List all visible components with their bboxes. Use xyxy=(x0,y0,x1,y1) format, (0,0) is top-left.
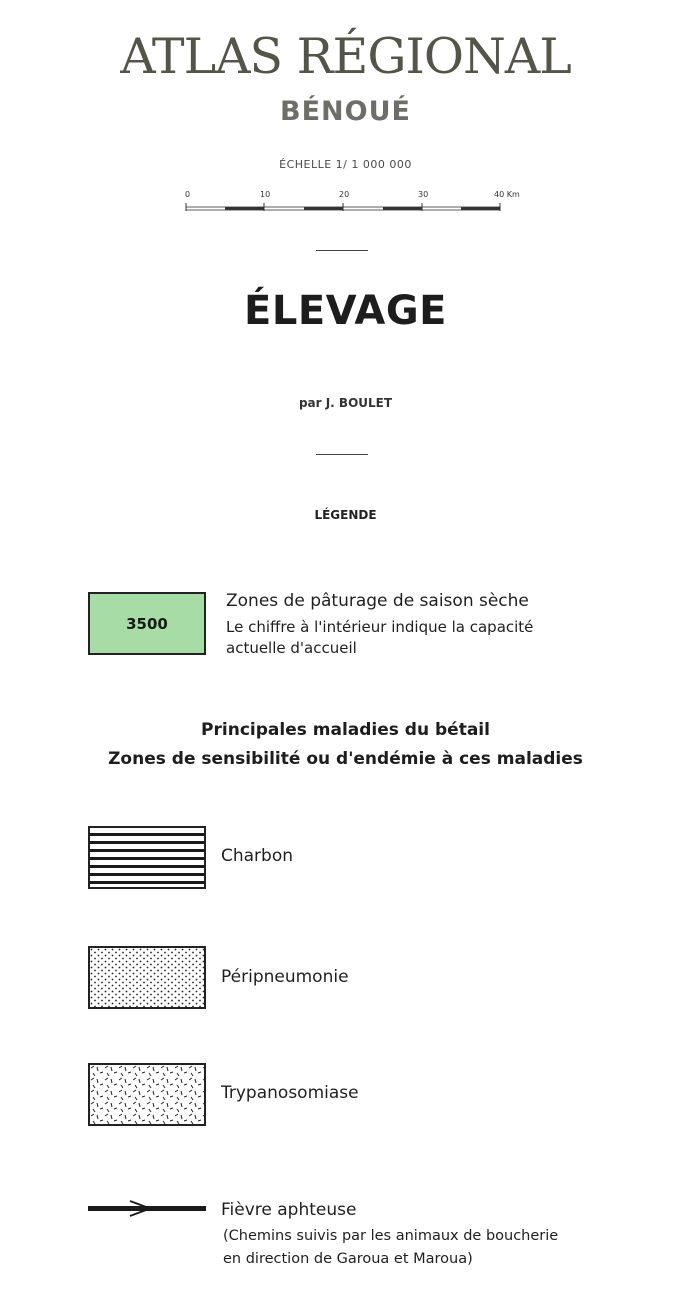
dash-pattern xyxy=(90,1065,204,1124)
dotted-pattern xyxy=(90,948,204,1007)
charbon-swatch xyxy=(88,826,206,889)
scale-tick-label: 40 Km xyxy=(494,190,520,199)
scale-tick-label: 10 xyxy=(260,190,271,199)
trypanosomiase-label: Trypanosomiase xyxy=(221,1083,359,1103)
pasture-capacity-value: 3500 xyxy=(126,614,168,633)
diseases-heading: Principales maladies du bétail xyxy=(201,720,490,740)
peripneumonie-label: Péripneumonie xyxy=(221,967,349,987)
scale-tick-label: 0 xyxy=(185,190,191,199)
pasture-legend-title: Zones de pâturage de saison sèche xyxy=(226,591,529,611)
peripneumonie-swatch xyxy=(88,946,206,1009)
charbon-label: Charbon xyxy=(221,846,294,866)
fievre-label: Fièvre aphteuse xyxy=(221,1200,357,1220)
fievre-description: en direction de Garoua et Maroua) xyxy=(223,1251,473,1267)
legend-heading: LÉGENDE xyxy=(314,508,377,522)
separator xyxy=(316,250,368,251)
scale-bar xyxy=(184,200,504,214)
fievre-description: (Chemins suivis par les animaux de boucherie xyxy=(223,1228,559,1244)
diseases-subheading: Zones de sensibilité ou d'endémie à ces maladies xyxy=(108,749,583,769)
pasture-swatch xyxy=(88,592,206,655)
pasture-legend-description: actuelle d'accueil xyxy=(226,639,357,657)
region-name: BÉNOUÉ xyxy=(280,96,411,127)
author: par J. BOULET xyxy=(298,396,393,410)
scale-label: ÉCHELLE 1/ 1 000 000 xyxy=(279,158,412,171)
scale-tick-label: 20 xyxy=(339,190,350,199)
arrow-icon xyxy=(86,1198,210,1220)
trypanosomiase-swatch xyxy=(88,1063,206,1126)
pasture-legend-description: Le chiffre à l'intérieur indique la capacité xyxy=(226,618,534,636)
page-title: ÉLEVAGE xyxy=(244,288,447,334)
atlas-title: ATLAS RÉGIONAL xyxy=(120,28,571,85)
horizontal-stripes-pattern xyxy=(90,828,204,887)
separator xyxy=(316,454,368,455)
scale-tick-label: 30 xyxy=(418,190,429,199)
